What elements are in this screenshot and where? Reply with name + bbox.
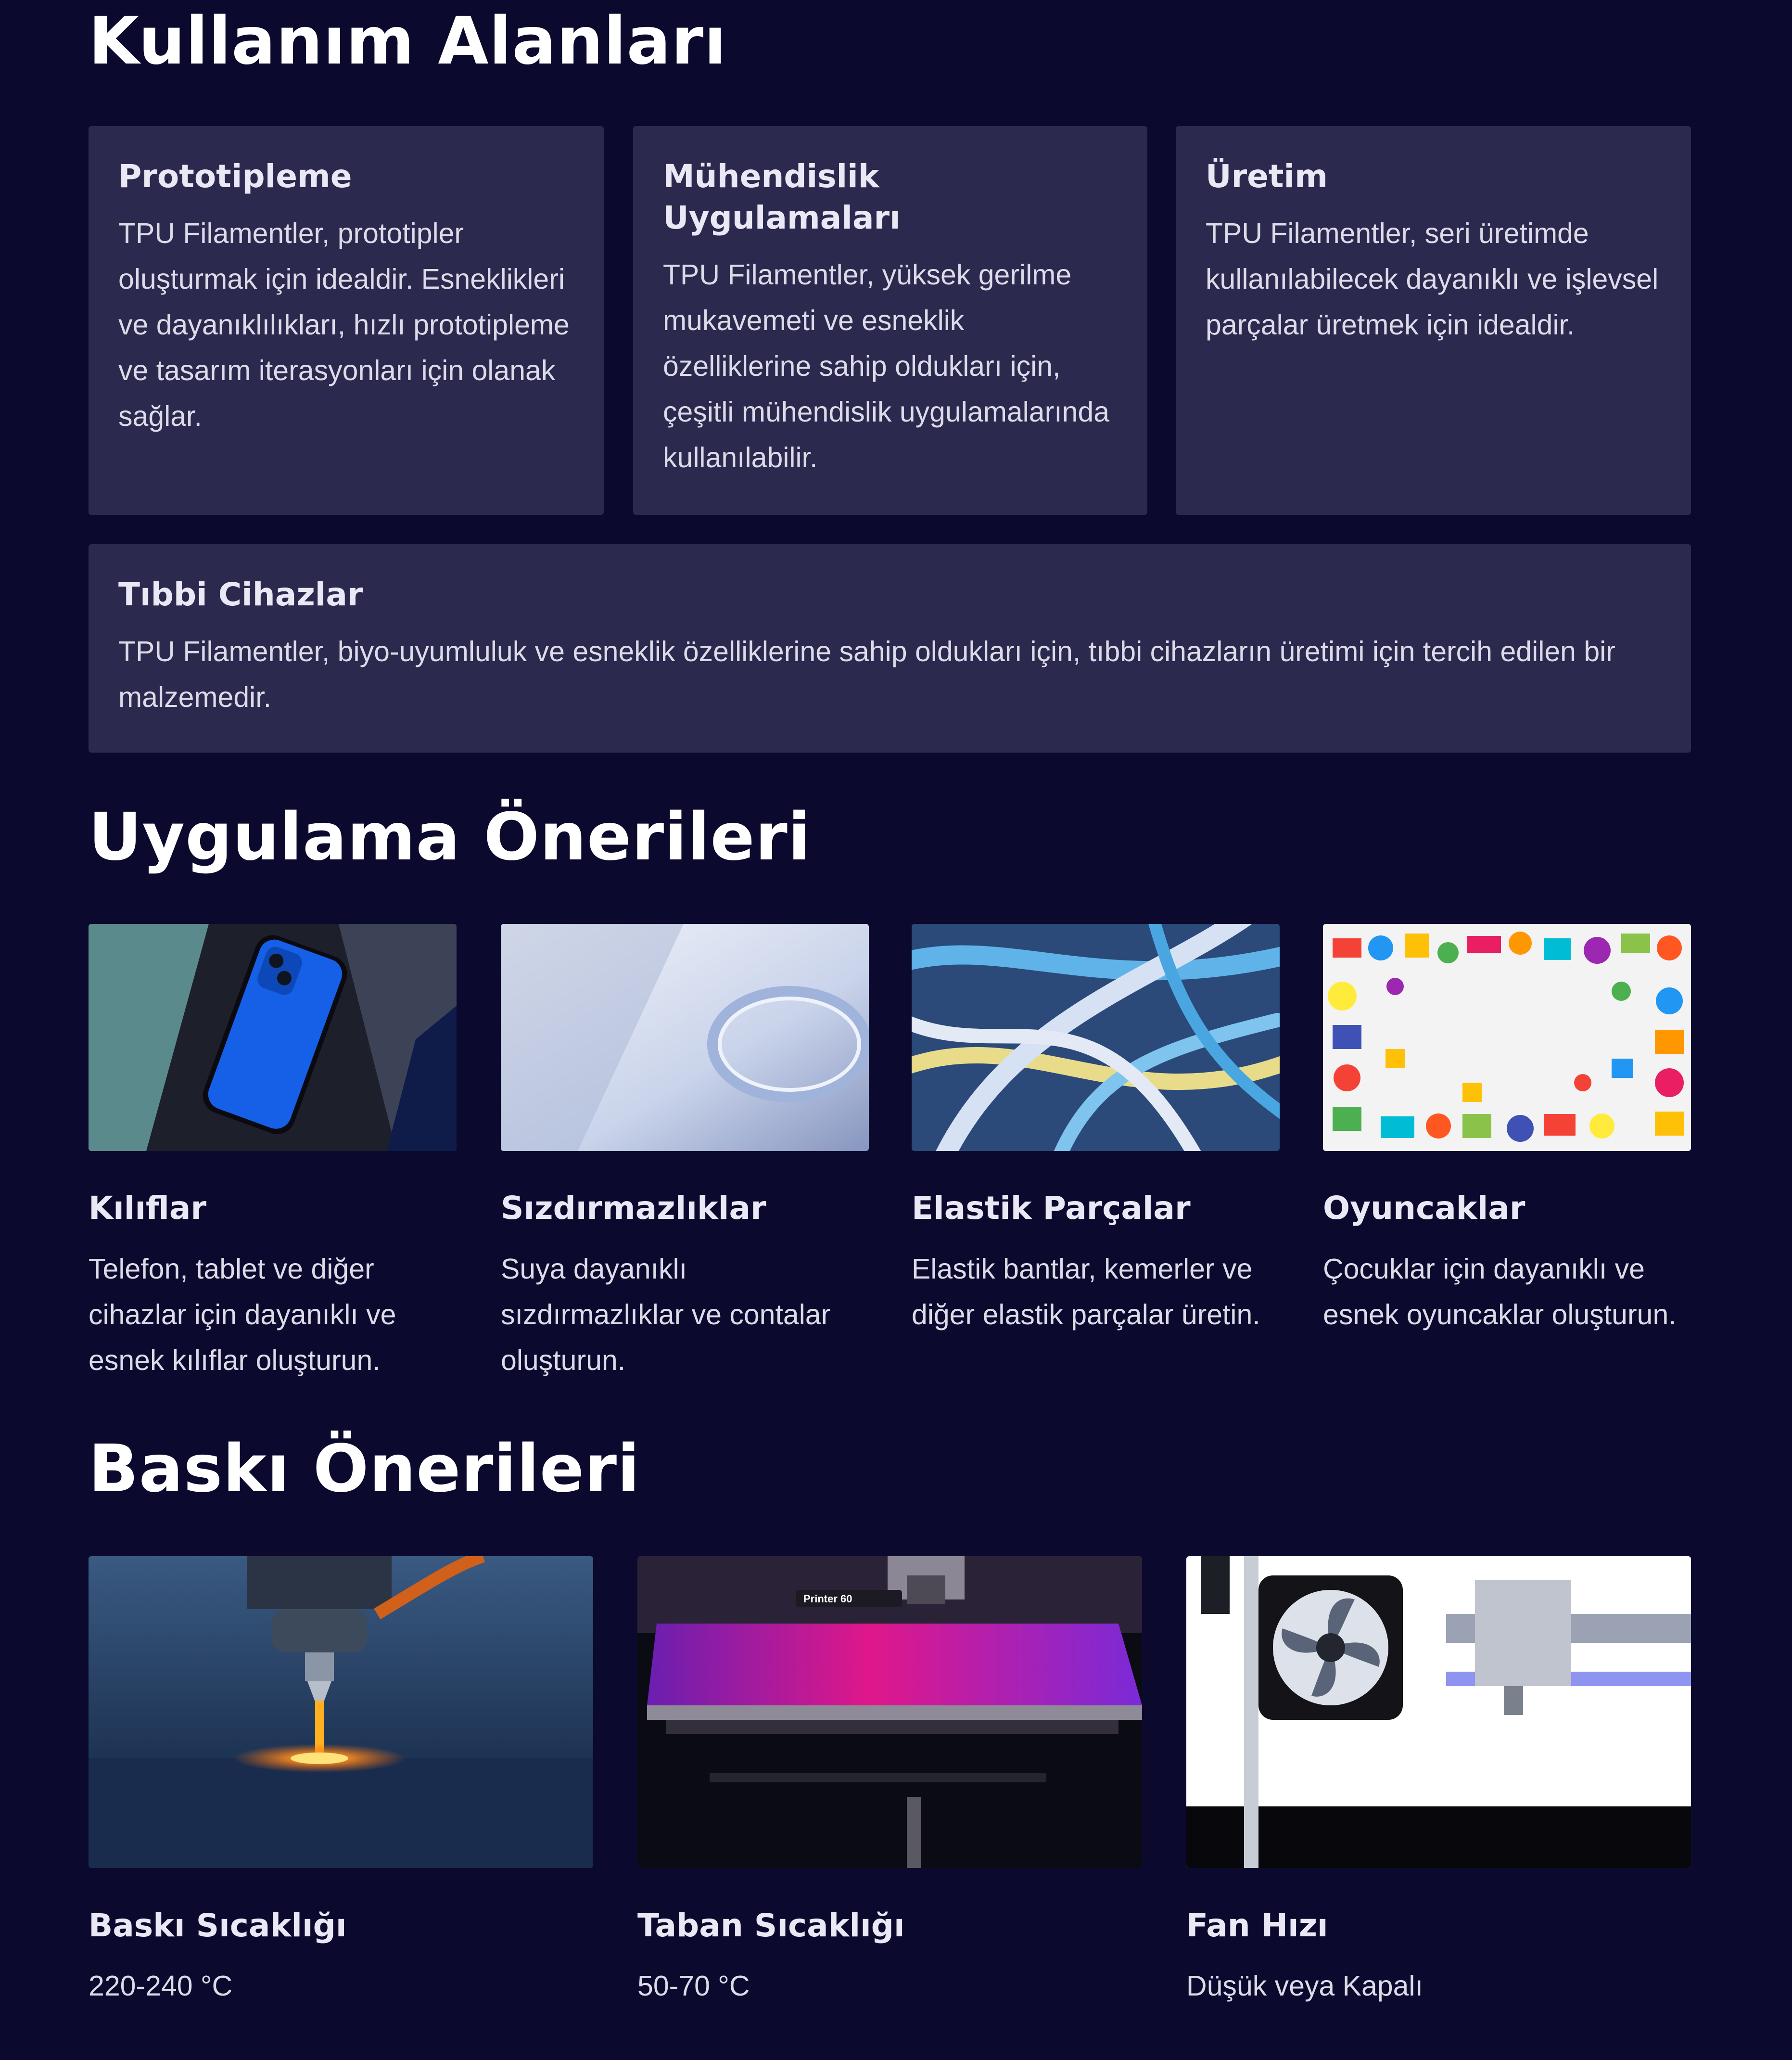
card-text: TPU Filamentler, seri üretimde kullanılabilecek dayanıklı ve işlevsel parçalar üretmek için idealdir. <box>1206 218 1659 341</box>
application-title: Sızdırmazlıklar <box>501 1190 766 1227</box>
application-title: Elastik Parçalar <box>912 1190 1191 1227</box>
phone-case-image <box>89 924 457 1151</box>
usage-card-engineering <box>633 126 1147 515</box>
print-setting-value: 220-240 °C <box>89 1970 233 2002</box>
print-setting-value: Düşük veya Kapalı <box>1186 1970 1423 2002</box>
toys-image <box>1323 924 1691 1151</box>
card-title: Prototipleme <box>118 158 352 195</box>
elastic-bands-image <box>912 924 1280 1151</box>
application-text: Suya dayanıklı sızdırmazlıklar ve contalar oluşturun. <box>501 1253 831 1376</box>
print-setting-value: 50-70 °C <box>637 1970 750 2002</box>
print-setting-title: Baskı Sıcaklığı <box>89 1907 347 1944</box>
applications-heading: Uygulama Önerileri <box>89 799 811 875</box>
usage-card-prototyping <box>89 126 604 515</box>
cooling-fan-image <box>1186 1556 1691 1868</box>
heated-bed-image <box>637 1556 1142 1868</box>
card-text: TPU Filamentler, biyo-uyumluluk ve esneklik özelliklerine sahip oldukları için, tıbbi cihazların üretimi için tercih edilen bir malzemedir. <box>118 636 1615 713</box>
card-text: TPU Filamentler, yüksek gerilme mukavemeti ve esneklik özelliklerine sahip oldukları için, çeşitli mühendislik uygulamalarında kullanılabilir. <box>663 259 1110 473</box>
usage-card-production <box>1176 126 1691 515</box>
card-title: Mühendislik Uygulamaları <box>663 158 901 236</box>
usage-card-medical <box>89 544 1691 753</box>
application-text: Telefon, tablet ve diğer cihazlar için dayanıklı ve esnek kılıflar oluşturun. <box>89 1253 396 1376</box>
print-setting-title: Fan Hızı <box>1186 1907 1328 1944</box>
printer-label: Printer 60 <box>803 1593 852 1605</box>
application-text: Elastik bantlar, kemerler ve diğer elastik parçalar üretin. <box>912 1253 1260 1331</box>
print-heading: Baskı Önerileri <box>89 1431 640 1507</box>
nozzle-image <box>89 1556 593 1868</box>
application-title: Oyuncaklar <box>1323 1190 1525 1227</box>
card-title: Üretim <box>1206 158 1328 195</box>
card-text: TPU Filamentler, prototipler oluşturmak için idealdir. Esneklikleri ve dayanıklılıkları, hızlı prototipleme ve tasarım iterasyonları için olanak sağlar. <box>118 218 570 432</box>
seal-ring-image <box>501 924 869 1151</box>
application-title: Kılıflar <box>89 1190 207 1227</box>
application-text: Çocuklar için dayanıklı ve esnek oyuncaklar oluşturun. <box>1323 1253 1677 1331</box>
usage-heading: Kullanım Alanları <box>89 3 727 79</box>
card-title: Tıbbi Cihazlar <box>118 576 363 613</box>
print-setting-title: Taban Sıcaklığı <box>637 1907 905 1944</box>
